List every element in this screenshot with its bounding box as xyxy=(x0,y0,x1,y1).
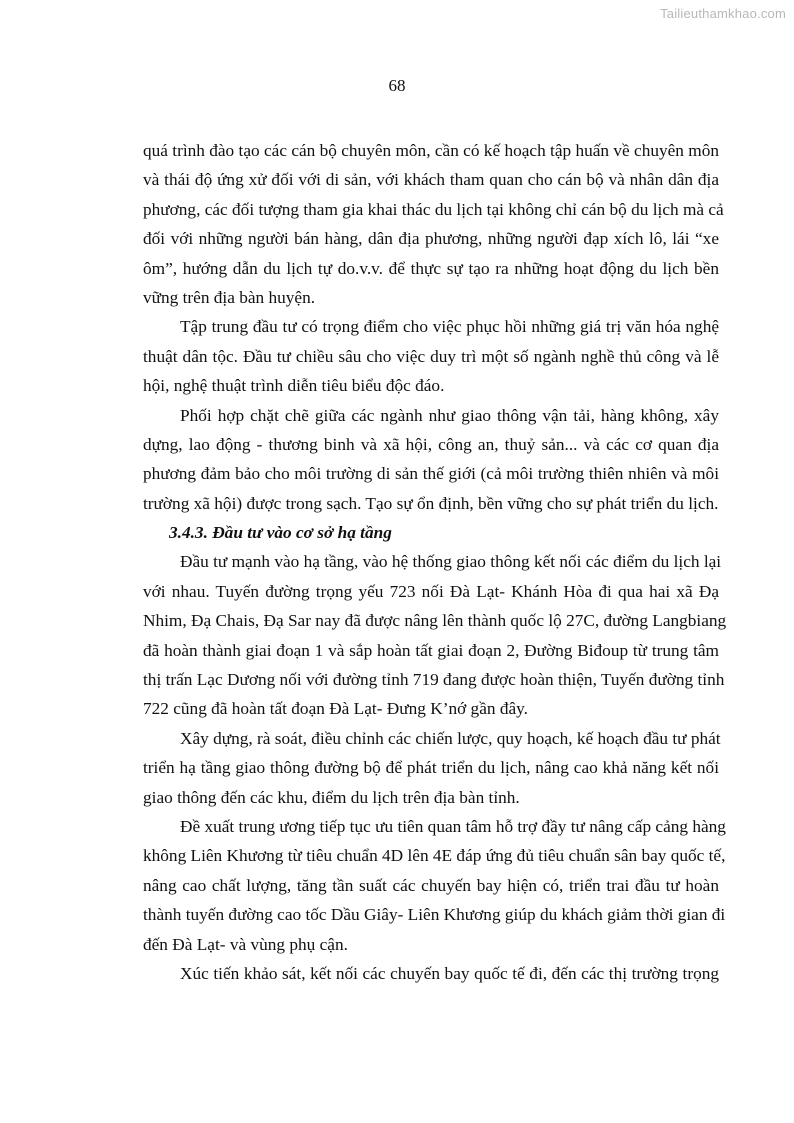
text-line: 722 cũng đã hoàn tất đoạn Đà Lạt- Đưng K’nớ gần đây. xyxy=(143,699,528,719)
text-line: thuật dân tộc. Đầu tư chiều sâu cho việc duy trì một số ngành nghề thủ công và lễ xyxy=(143,346,719,366)
text-line: ôm”, hướng dẫn du lịch tự do.v.v. để thực sự tạo ra những hoạt động du lịch bền xyxy=(143,258,719,278)
text-line: Đề xuất trung ương tiếp tục ưu tiên quan tâm hỗ trợ đầy tư nâng cấp cảng hàng xyxy=(180,816,726,836)
text-line: dựng, lao động - thương binh và xã hội, công an, thuỷ sản... và các cơ quan địa xyxy=(143,434,719,454)
text-line: phương đảm bảo cho môi trường di sản thế giới (cả môi trường thiên nhiên và môi xyxy=(143,464,719,484)
paragraph xyxy=(143,547,727,723)
paragraph xyxy=(143,312,719,400)
text-line: triển hạ tầng giao thông đường bộ để phát triển du lịch, nâng cao khả năng kết nối xyxy=(143,758,719,778)
text-line: nâng cao chất lượng, tăng tần suất các chuyến bay hiện có, triển trai đầu tư hoàn xyxy=(143,875,719,895)
text-line: hội, nghệ thuật trình diễn tiêu biểu độc đáo. xyxy=(143,376,445,396)
watermark: Tailieuthamkhao.com xyxy=(660,6,786,21)
text-line: Nhim, Đạ Chais, Đạ Sar nay đã được nâng lên thành quốc lộ 27C, đường Langbiang xyxy=(143,611,727,631)
text-line: Xúc tiến khảo sát, kết nối các chuyến bay quốc tế đi, đến các thị trường trọng xyxy=(180,963,719,983)
text-line: giao thông đến các khu, điểm du lịch trên địa bàn tỉnh. xyxy=(143,787,520,807)
paragraph xyxy=(143,812,726,959)
text-line: đối với những người bán hàng, dân địa phương, những người đạp xích lô, lái “xe xyxy=(143,229,719,249)
text-line: với nhau. Tuyến đường trọng yếu 723 nối Đà Lạt- Khánh Hòa đi qua hai xã Đạ xyxy=(143,581,719,601)
section-heading: 3.4.3. Đầu tư vào cơ sở hạ tầng xyxy=(169,523,392,543)
paragraph xyxy=(143,959,719,988)
text-line: và thái độ ứng xử đối với di sản, với khách tham quan cho cán bộ và nhân dân địa xyxy=(143,170,719,190)
text-line: thị trấn Lạc Dương nối với đường tỉnh 719 đang được hoàn thiện, Tuyến đường tỉnh xyxy=(143,670,725,690)
text-line: Tập trung đầu tư có trọng điểm cho việc phục hồi những giá trị văn hóa nghệ xyxy=(180,317,719,337)
paragraph xyxy=(143,724,719,812)
text-line: Phối hợp chặt chẽ giữa các ngành như giao thông vận tải, hàng không, xây xyxy=(180,405,719,425)
text-line: đã hoàn thành giai đoạn 1 và sắp hoàn tất giai đoạn 2, Đường Biđoup từ trung tâm xyxy=(143,640,719,660)
text-line: đến Đà Lạt- và vùng phụ cận. xyxy=(143,934,348,954)
text-line: Đầu tư mạnh vào hạ tầng, vào hệ thống giao thông kết nối các điểm du lịch lại xyxy=(180,552,722,572)
text-line: vững trên địa bàn huyện. xyxy=(143,287,316,307)
paragraph xyxy=(143,401,719,519)
document-body xyxy=(143,136,727,988)
text-line: trường xã hội) được trong sạch. Tạo sự ổn định, bền vững cho sự phát triển du lịch. xyxy=(143,493,719,513)
page-number: 68 xyxy=(388,76,406,95)
text-line: Xây dựng, rà soát, điều chỉnh các chiến lược, quy hoạch, kế hoạch đầu tư phát xyxy=(180,728,721,748)
text-line: thành tuyến đường cao tốc Dầu Giây- Liên Khương giúp du khách giảm thời gian đi xyxy=(143,905,726,925)
paragraph xyxy=(143,136,724,312)
text-line: phương, các đối tượng tham gia khai thác du lịch tại không chỉ cán bộ du lịch mà cả xyxy=(143,199,724,219)
text-line: không Liên Khương từ tiêu chuẩn 4D lên 4E đáp ứng đủ tiêu chuẩn sân bay quốc tế, xyxy=(143,846,726,866)
text-line: quá trình đào tạo các cán bộ chuyên môn, cần có kế hoạch tập huấn về chuyên môn xyxy=(143,141,719,160)
